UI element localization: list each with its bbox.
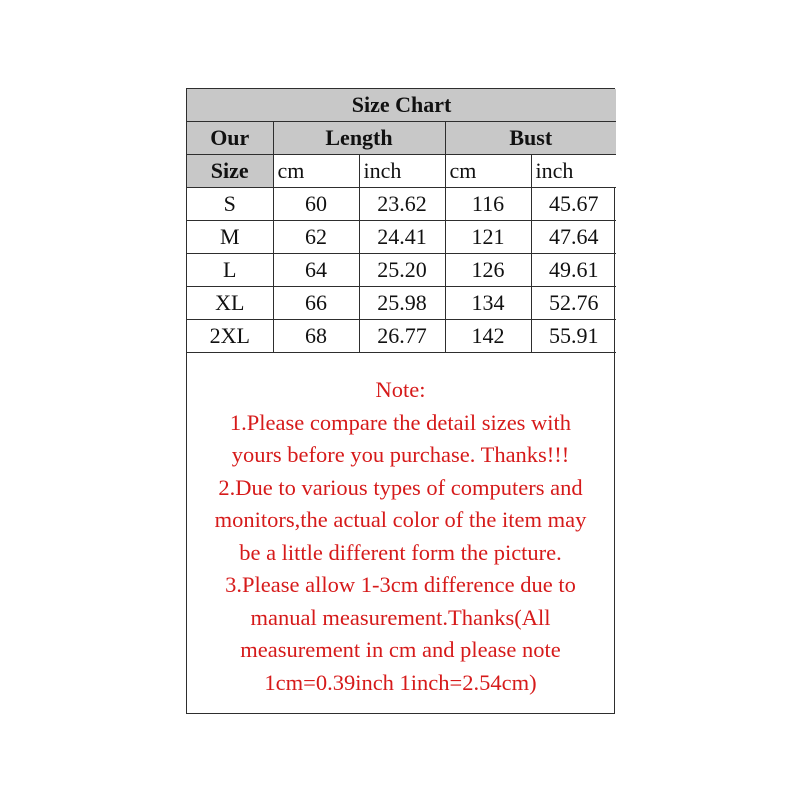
size-chart-table: [187, 89, 616, 353]
bust-inch-cell: 55.91: [531, 320, 616, 353]
size-cell: L: [187, 254, 273, 287]
bust-cm-cell: 126: [445, 254, 531, 287]
bust-cm-cell: 116: [445, 188, 531, 221]
table-row: [187, 287, 616, 320]
length-inch-cell: 24.41: [359, 221, 445, 254]
note-line: measurement in cm and please note: [240, 637, 561, 662]
bust-inch-cell: 47.64: [531, 221, 616, 254]
length-cm-unit: cm: [273, 155, 359, 188]
length-cm-cell: 68: [273, 320, 359, 353]
length-inch-cell: 23.62: [359, 188, 445, 221]
size-cell: XL: [187, 287, 273, 320]
bust-inch-cell: 45.67: [531, 188, 616, 221]
length-inch-cell: 25.98: [359, 287, 445, 320]
length-cm-cell: 60: [273, 188, 359, 221]
length-inch-unit: inch: [359, 155, 445, 188]
note-heading: Note:: [375, 377, 426, 402]
length-header: Length: [273, 122, 445, 155]
size-col-header-line2: Size: [187, 155, 273, 188]
bust-inch-cell: 52.76: [531, 287, 616, 320]
length-inch-cell: 26.77: [359, 320, 445, 353]
chart-title: Size Chart: [187, 89, 616, 122]
note-line: 1cm=0.39inch 1inch=2.54cm): [264, 669, 537, 695]
bust-inch-cell: 49.61: [531, 254, 616, 287]
bust-cm-cell: 142: [445, 320, 531, 353]
length-cm-cell: 64: [273, 254, 359, 287]
table-row: [187, 221, 616, 254]
bust-inch-unit: inch: [531, 155, 616, 188]
title-row: [187, 89, 616, 122]
note-block: [187, 374, 614, 699]
length-cm-cell: 62: [273, 221, 359, 254]
size-cell: S: [187, 188, 273, 221]
unit-header-row: [187, 155, 616, 188]
size-col-header-line1: Our: [187, 122, 273, 155]
group-header-row: [187, 122, 616, 155]
bust-cm-cell: 121: [445, 221, 531, 254]
note-line: 1.Please compare the detail sizes with: [229, 409, 572, 435]
bust-cm-cell: 134: [445, 287, 531, 320]
note-line: 2.Due to various types of computers and: [218, 474, 583, 500]
size-chart-card: [186, 88, 615, 714]
size-cell: 2XL: [187, 320, 273, 353]
note-line: be a little different form the picture.: [239, 539, 562, 565]
length-inch-cell: 25.20: [359, 254, 445, 287]
note-line: 3.Please allow 1-3cm difference due to: [225, 572, 576, 597]
table-row: [187, 254, 616, 287]
note-line: monitors,the actual color of the item may: [214, 507, 587, 532]
table-row: [187, 188, 616, 221]
table-row: [187, 320, 616, 353]
note-line: manual measurement.Thanks(All: [250, 604, 551, 630]
bust-cm-unit: cm: [445, 155, 531, 188]
bust-header: Bust: [445, 122, 616, 155]
note-line: yours before you purchase. Thanks!!!: [231, 442, 570, 467]
size-cell: M: [187, 221, 273, 254]
length-cm-cell: 66: [273, 287, 359, 320]
